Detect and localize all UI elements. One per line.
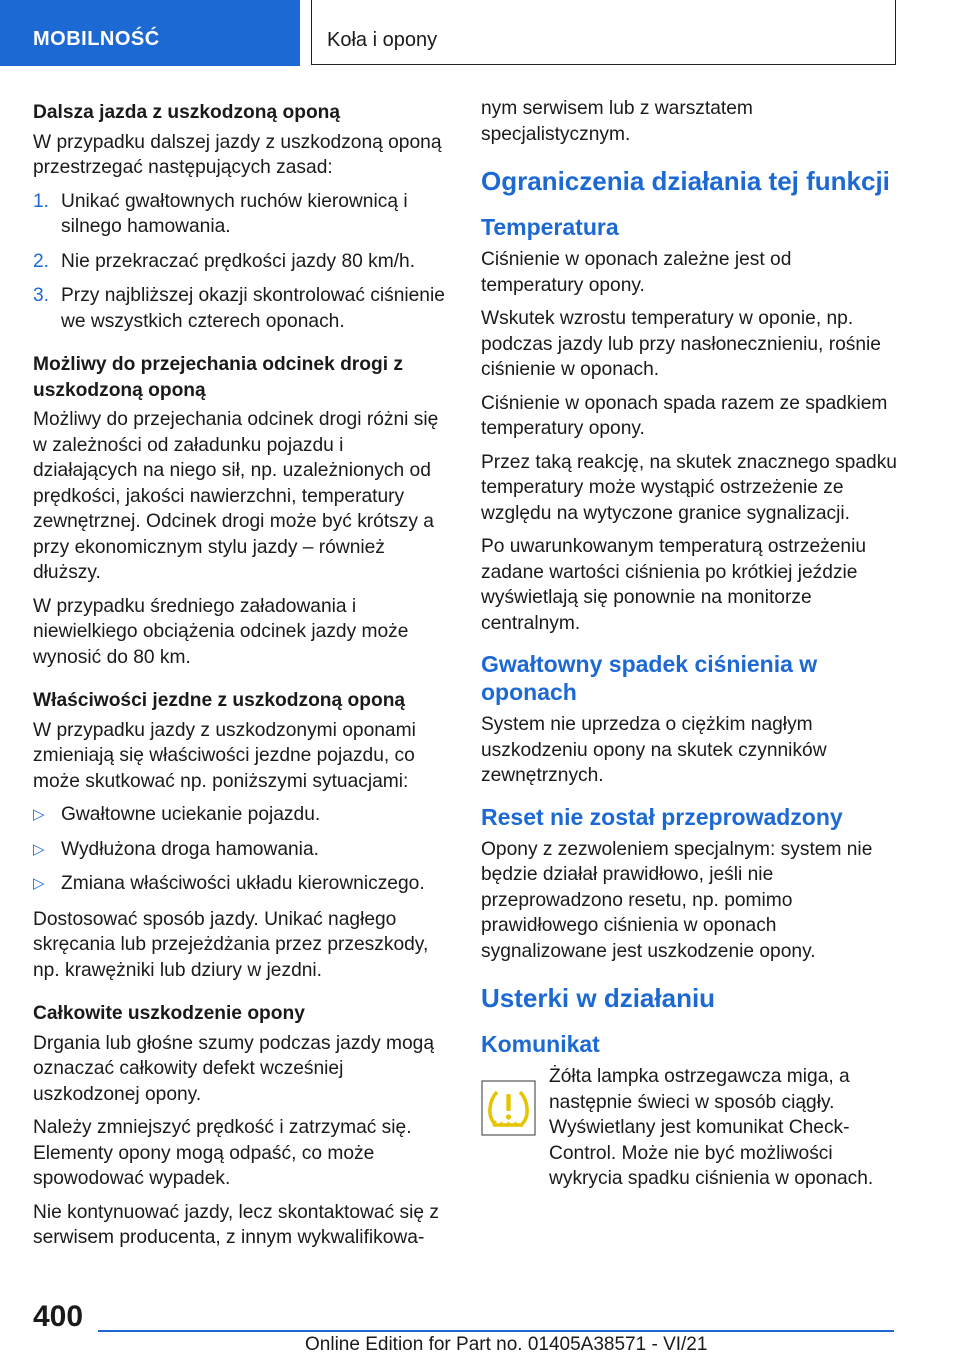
step-number: 1. [33,190,50,212]
heading-pressure-drop: Gwałtowny spadek ciśnienia w oponach [481,651,818,705]
heading-handling: Właściwości jezdne z uszkodzoną oponą [33,690,406,711]
left-column [33,100,451,1259]
paragraph: W przypadku średniego załadowania i niewielkiego obciążenia odcinek jazdy może wynosić do 80 km. [33,595,409,668]
list-item [33,837,451,863]
paragraph: Po uwarunkowanym temperaturą ostrzeżeniu zadane wartości ciśnienia po krótkiej jeździe wyświetlają się ponownie na monitorze centralnym. [481,536,867,634]
heading-reset: Reset nie został przeprowadzony [481,803,843,830]
triangle-bullet-icon: ▷ [33,840,45,858]
triangle-bullet-icon: ▷ [33,875,45,892]
paragraph: Możliwy do przejechania odcinek drogi różni się w zależności od załadunku pojazdu i działających na niego sił, np. uzależnionych od prędkości, jakości nawierzchni, temperatury zewnętrznej. Odcinek drogi może być krótszy a przy ekonomicznym stylu jazdy – również dłuższy. [33,409,439,583]
heading-total-failure: Całkowite uszkodzenie opony [33,1003,305,1024]
step-text: Nie przekraczać prędkości jazdy 80 km/h. [61,250,416,272]
paragraph: Drgania lub głośne szumy podczas jazdy mogą oznaczać całkowity defekt wcześniej uszkodzonej opony. [33,1032,435,1105]
heading-range: Możliwy do przejechania odcinek drogi z uszkodzoną oponą [33,354,403,401]
list-item [33,283,451,334]
paragraph: Wskutek wzrostu temperatury w oponie, np. podczas jazdy lub przy nasłonecznieniu, rośnie ciśnienie w oponach. [481,308,881,380]
page-number: 400 [33,1300,84,1333]
step-number: 3. [33,285,50,306]
bullet-text: Gwałtowne uciekanie pojazdu. [61,804,321,825]
bullet-text: Zmiana właściwości układu kierowniczego. [61,873,425,894]
heading-temperature: Temperatura [481,214,619,240]
heading-faults: Usterki w działaniu [481,983,716,1013]
step-text: Przy najbliższej okazji skontrolować ciśnienie we wszystkich czterech oponach. [61,285,445,332]
list-item [33,802,451,828]
paragraph: Ciśnienie w oponach zależne jest od temperatury opony. [481,249,792,296]
paragraph: Ciśnienie w oponach spada razem ze spadkiem temperatury opony. [481,392,888,439]
steps-list [33,189,451,335]
warning-block [481,1064,899,1192]
list-item [33,249,451,275]
paragraph: Nie kontynuować jazdy, lecz skontaktować się z serwisem producenta, z innym wykwalifikowa- [33,1201,439,1248]
page-header [0,0,960,66]
section-tab [0,0,300,66]
paragraph: Należy zmniejszyć prędkość i zatrzymać się. Elementy opony mogą odpaść, co może spowodować wypadek. [33,1117,412,1189]
step-text: Unikać gwałtownych ruchów kierownicą i silnego hamowania. [61,190,408,237]
triangle-bullet-icon: ▷ [33,806,45,823]
step-number: 2. [33,250,50,272]
paragraph: W przypadku dalszej jazdy z uszkodzoną oponą przestrzegać następujących zasad: [33,131,442,178]
paragraph: Dostosować sposób jazdy. Unikać nagłego skręcania lub przejeżdżania przez przeszkody, np. krawężniki lub dziury w jezdni. [33,908,429,981]
bullet-list [33,802,451,897]
list-item [33,871,451,897]
paragraph: Opony z zezwoleniem specjalnym: system nie będzie działał prawidłowo, jeśli nie przeprowadzono resetu, np. pomimo prawidłowego ciśnienia w oponach sygnalizowane jest uszkodzenie opony. [481,838,873,962]
heading-damaged-tire: Dalsza jazda z uszkodzoną oponą [33,102,341,123]
footer-divider [98,1330,894,1332]
paragraph: Żółta lampka ostrzegawcza miga, a następnie świeci w sposób ciągły. Wyświetlany jest komunikat Check-Control. Może nie być możliwości wykrycia spadku ciśnienia w oponach. [549,1066,874,1189]
paragraph: Przez taką reakcję, na skutek znacznego spadku temperatury może wystąpić ostrzeżenie ze względu na wytyczone granice sygnalizacji. [481,451,897,524]
paragraph: System nie uprzedza o ciężkim nagłym uszkodzeniu opony na skutek czynników zewnętrznych. [481,714,827,786]
list-item [33,189,451,240]
chapter-box [311,0,896,65]
paragraph: W przypadku jazdy z uszkodzonymi oponami zmieniają się właściwości jezdne pojazdu, co może skutkować np. poniższymi sytuacjami: [33,719,416,792]
section-title: MOBILNOŚĆ [33,28,160,50]
heading-limits: Ograniczenia działania tej funkcji [481,166,890,196]
chapter-title: Koła i opony [327,29,438,51]
right-column [481,96,899,1200]
bullet-text: Wydłużona droga hamowania. [61,838,319,860]
heading-message: Komunikat [481,1031,600,1057]
paragraph: nym serwisem lub z warsztatem specjalistycznym. [481,98,753,145]
tire-pressure-warning-icon [481,1080,536,1136]
edition-text: Online Edition for Part no. 01405A38571 - VI/21 [305,1334,708,1355]
